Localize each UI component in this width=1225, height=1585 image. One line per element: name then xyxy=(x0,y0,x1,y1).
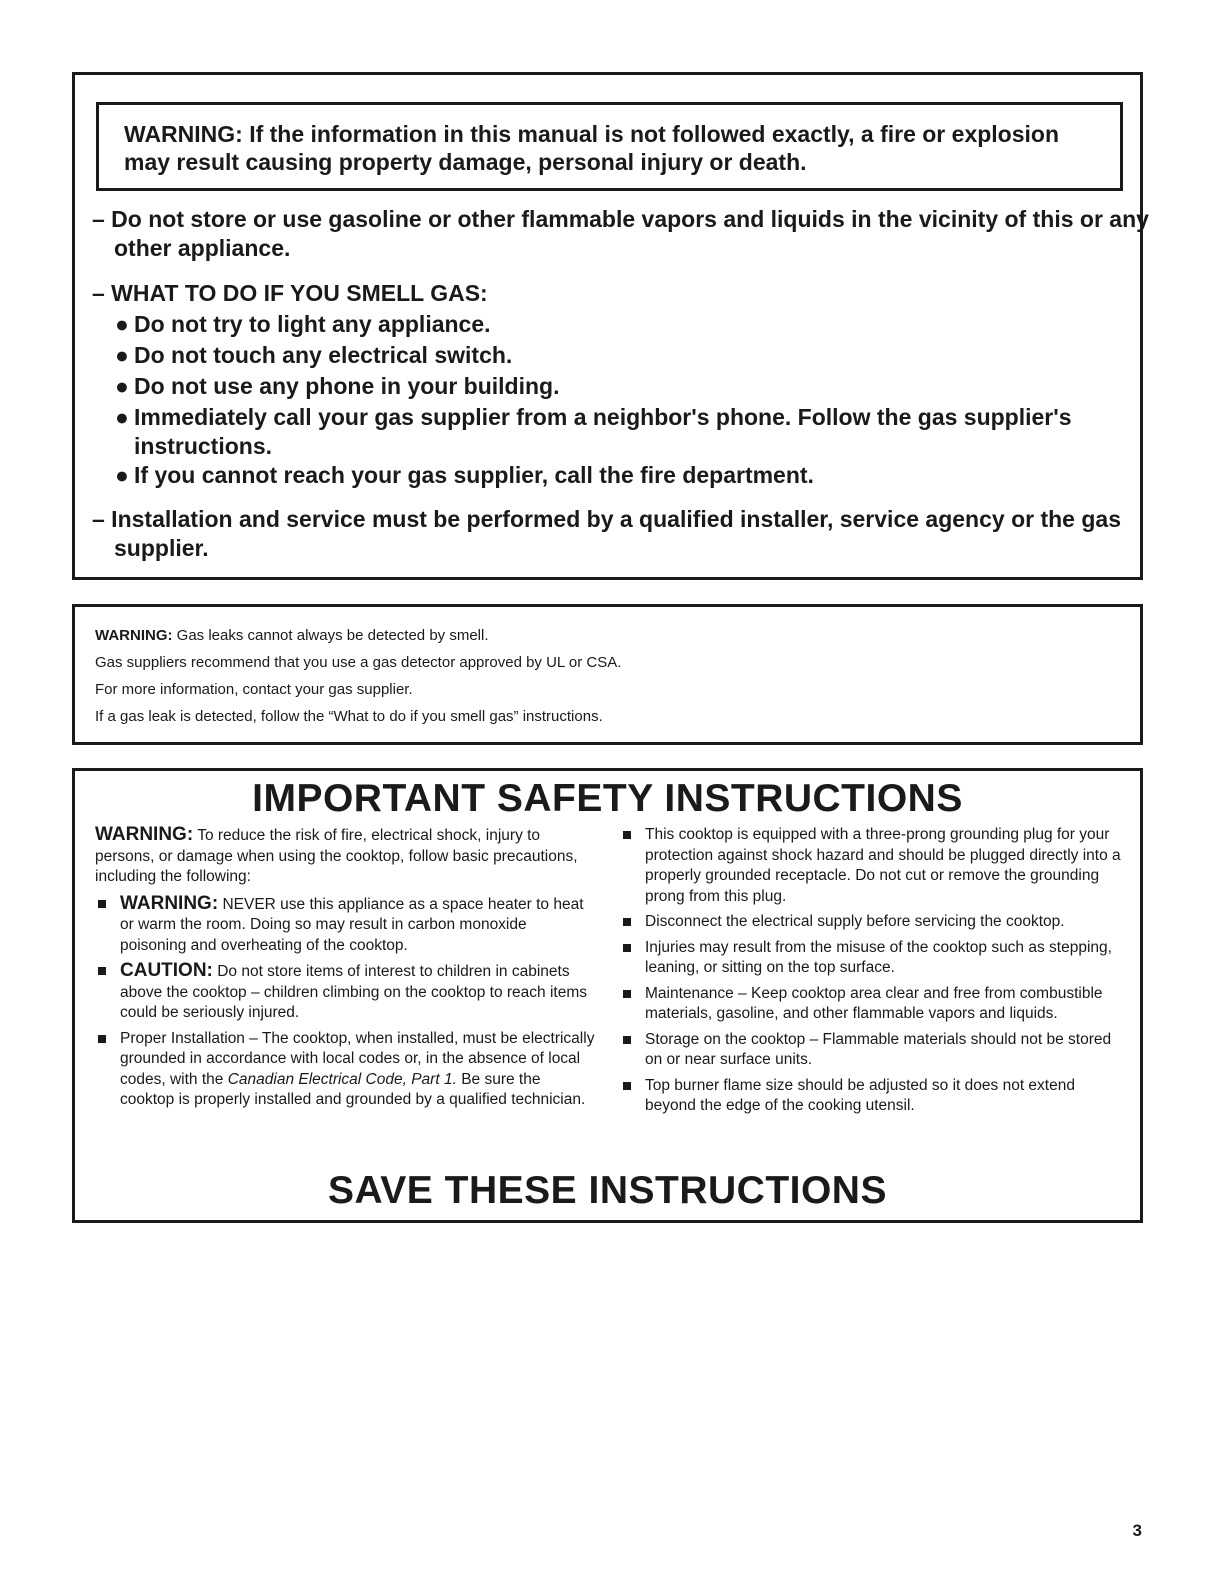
square-bullet-icon xyxy=(623,918,631,926)
bullet-dot-icon: ● xyxy=(115,373,129,399)
leak-notice-line: Gas suppliers recommend that you use a gas detector approved by UL or CSA. xyxy=(95,654,622,671)
leak-notice-line xyxy=(95,627,489,645)
gas-step-text: Immediately call your gas supplier from a neighbor's phone. Follow the gas supplier's instructions. xyxy=(134,404,1072,459)
explosion-warning-text: WARNING: If the information in this manual is not followed exactly, a fire or explosion may result causing property damage, personal injury or death. xyxy=(124,121,1060,175)
gas-step-item xyxy=(115,461,1154,490)
safety-list-item xyxy=(95,894,595,957)
item-text: This cooktop is equipped with a three-prong grounding plug for your protection against shock hazard and should be plugged directly into a properly grounded receptacle. Do not cut or remove the grounding prong from this plug. xyxy=(645,826,1121,905)
safety-list-item xyxy=(620,1076,1130,1117)
gas-step-item xyxy=(115,403,1154,461)
installation-text: – Installation and service must be performed by a qualified installer, service agency or the gas supplier. xyxy=(92,506,1121,561)
item-text: Top burner flame size should be adjusted so it does not extend beyond the edge of the cooking utensil. xyxy=(645,1076,1075,1114)
safety-title: IMPORTANT SAFETY INSTRUCTIONS xyxy=(252,777,963,820)
safety-list-item xyxy=(95,961,595,1024)
gas-step-text: Do not use any phone in your building. xyxy=(134,373,560,399)
what-to-do-heading: – WHAT TO DO IF YOU SMELL GAS: xyxy=(92,280,488,306)
item-label: CAUTION: xyxy=(120,960,213,981)
intro-warning-label: WARNING: xyxy=(95,824,194,845)
safety-list-item xyxy=(95,1029,595,1111)
gas-step-text: If you cannot reach your gas supplier, call the fire department. xyxy=(134,462,814,488)
safety-instructions-box xyxy=(72,768,1143,1223)
gas-step-text: Do not touch any electrical switch. xyxy=(134,342,513,368)
leak-notice-line: If a gas leak is detected, follow the “What to do if you smell gas” instructions. xyxy=(95,708,603,725)
safety-right-column xyxy=(620,825,1130,1122)
save-instructions-title: SAVE THESE INSTRUCTIONS xyxy=(327,1169,887,1212)
leak-warning-label: WARNING: xyxy=(95,627,173,644)
bullet-dot-icon: ● xyxy=(115,342,129,368)
leak-notice-box xyxy=(72,604,1143,745)
safety-list-item xyxy=(620,984,1130,1025)
safety-list-item xyxy=(620,938,1130,979)
gas-step-item xyxy=(115,341,1154,370)
item-text: Disconnect the electrical supply before servicing the cooktop. xyxy=(645,913,1065,930)
item-text: Storage on the cooktop – Flammable materials should not be stored on or near surface units. xyxy=(645,1030,1112,1068)
item-text: Maintenance – Keep cooktop area clear and free from combustible materials, gasoline, and other flammable vapors and liquids. xyxy=(645,984,1103,1022)
gas-step-text: Do not try to light any appliance. xyxy=(134,311,491,337)
item-text: Injuries may result from the misuse of the cooktop such as stepping, leaning, or sitting on the top surface. xyxy=(645,938,1112,976)
square-bullet-icon xyxy=(623,990,631,998)
bullet-dot-icon: ● xyxy=(115,404,129,430)
square-bullet-icon xyxy=(623,944,631,952)
safety-list-item xyxy=(620,1030,1130,1071)
safety-list-item xyxy=(620,825,1130,907)
square-bullet-icon xyxy=(623,1036,631,1044)
safety-intro xyxy=(95,825,595,888)
gas-warning-box xyxy=(72,72,1149,580)
gas-step-item xyxy=(115,372,1154,401)
item-text: Proper Installation – The cooktop, when installed, must be electrically grounded in accordance with local codes or, in the absence of local codes, with the xyxy=(120,1029,595,1088)
safety-list-item xyxy=(620,912,1130,933)
page-number: 3 xyxy=(1132,1521,1142,1540)
square-bullet-icon xyxy=(623,1082,631,1090)
bullet-dot-icon: ● xyxy=(115,311,129,337)
leak-notice-text: Gas leaks cannot always be detected by smell. xyxy=(176,627,489,644)
no-store-flammables-text: – Do not store or use gasoline or other flammable vapors and liquids in the vicinity of this or any other appliance. xyxy=(92,206,1149,261)
bullet-dot-icon: ● xyxy=(115,462,129,488)
square-bullet-icon xyxy=(98,900,106,908)
square-bullet-icon xyxy=(98,967,106,975)
square-bullet-icon xyxy=(98,1035,106,1043)
item-text: Do not store items of interest to children in cabinets above the cooktop – children climbing on the cooktop to reach items could be seriously injured. xyxy=(120,963,587,1021)
item-text: NEVER use this appliance as a space heater to heat or warm the room. Doing so may result in carbon monoxide poisoning and overheating of the cooktop. xyxy=(120,895,584,954)
item-text: Be sure the cooktop is properly installed and grounded by a qualified technician. xyxy=(120,1070,586,1108)
code-reference: Canadian Electrical Code, Part 1. xyxy=(227,1070,457,1088)
explosion-warning-frame xyxy=(96,102,1123,191)
square-bullet-icon xyxy=(623,831,631,839)
intro-text: To reduce the risk of fire, electrical shock, injury to persons, or damage when using the cooktop, follow basic precautions, including the following: xyxy=(95,827,578,885)
leak-notice-line: For more information, contact your gas supplier. xyxy=(95,681,413,698)
item-label: WARNING: xyxy=(120,892,219,914)
gas-step-item xyxy=(115,310,1154,339)
safety-left-column xyxy=(95,825,595,1116)
